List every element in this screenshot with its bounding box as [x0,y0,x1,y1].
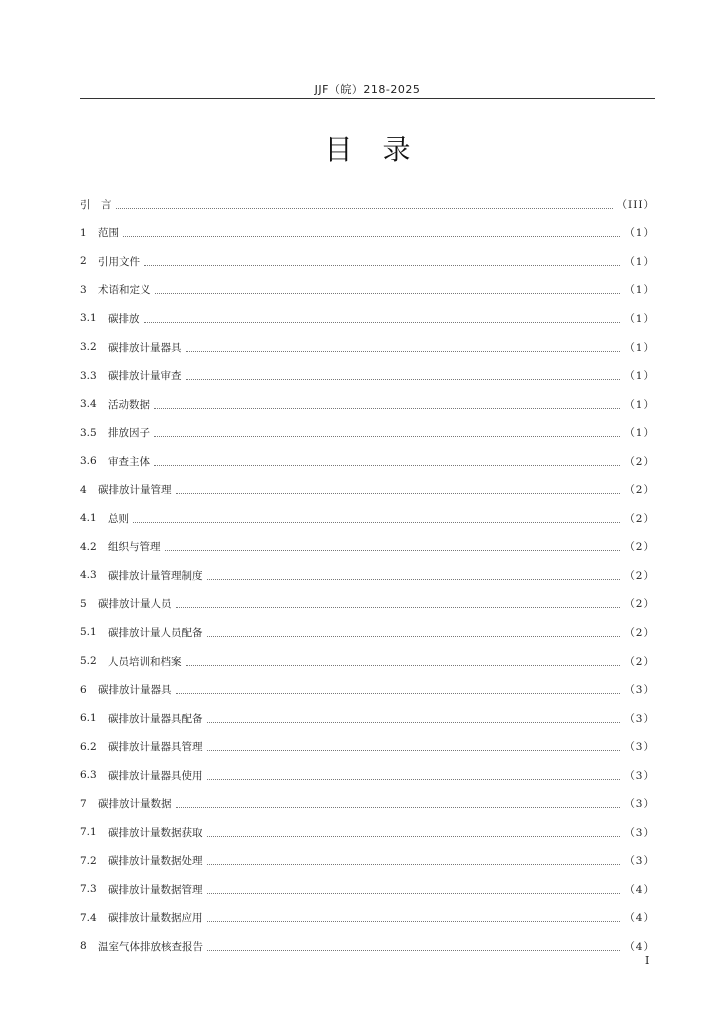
toc-entry-title: 活动数据 [108,398,150,411]
toc-entry-page: （2） [624,512,655,525]
toc-entry-page: （1） [624,427,655,440]
toc-entry[interactable] [80,618,655,647]
toc-entry[interactable] [80,361,655,390]
toc-entry-number: 3 [80,283,87,296]
dot-leader [144,322,621,323]
toc-entry-title: 组织与管理 [108,541,161,554]
toc-entry[interactable] [80,504,655,533]
page-number: I [645,954,650,967]
toc-entry[interactable] [80,675,655,704]
toc-entry-page: （1） [624,312,655,325]
dot-leader [207,864,621,865]
toc-entry[interactable] [80,789,655,818]
toc-entry-number: 7.1 [80,826,97,839]
toc-entry[interactable] [80,875,655,904]
toc-entry-number: 6.3 [80,769,97,782]
toc-entry-number: 6.2 [80,740,97,753]
toc-entry[interactable] [80,847,655,876]
toc-entry-title: 碳排放计量管理制度 [108,569,203,582]
dot-leader [123,236,620,237]
toc-entry-number: 3.2 [80,341,97,353]
toc-entry[interactable] [80,447,655,476]
toc-entry-page: （3） [624,855,655,868]
toc-entry-title: 碳排放计量人员配备 [108,626,203,639]
toc-entry-title: 碳排放计量器具配备 [108,712,203,725]
toc-entry-title: 审查主体 [108,455,150,468]
toc-entry-title: 碳排放计量器具 [98,684,172,697]
toc-entry-title: 碳排放计量人员 [98,598,172,611]
toc-entry-title: 人员培训和档案 [108,655,182,668]
toc-entry[interactable] [80,590,655,619]
toc-entry[interactable] [80,533,655,562]
toc-entry-title: 引用文件 [98,255,140,268]
toc-entry-number: 3.5 [80,426,97,439]
header-rule [80,98,655,99]
toc-entry-number: 5 [80,597,87,610]
toc-entry-page: （III） [616,198,655,211]
toc-entry-page: （1） [624,370,655,383]
dot-leader [154,465,620,466]
toc-entry[interactable] [80,647,655,676]
dot-leader [176,607,621,608]
toc-entry-title: 引 言 [80,198,112,211]
dot-leader [133,522,620,523]
running-header: JJF（皖）218-2025 [314,83,421,96]
toc-entry-page: （2） [624,626,655,639]
table-of-contents [80,190,655,961]
toc-entry-title: 范围 [98,227,119,240]
toc-entry-page: （1） [624,255,655,268]
dot-leader [186,665,621,666]
toc-entry-number: 2 [80,255,87,268]
toc-entry[interactable] [80,932,655,961]
toc-entry-page: （4） [624,940,655,953]
toc-entry-number: 4.3 [80,569,97,582]
toc-entry[interactable] [80,818,655,847]
dot-leader [116,208,613,209]
toc-entry-title: 碳排放计量器具 [108,341,182,354]
toc-entry-page: （1） [624,284,655,297]
dot-leader [176,693,621,694]
toc-entry-page: （2） [624,655,655,668]
toc-entry-number: 7.4 [80,911,97,924]
toc-entry[interactable] [80,732,655,761]
dot-leader [155,293,621,294]
toc-entry-number: 4.1 [80,512,97,525]
toc-entry-number: 5.1 [80,626,97,639]
toc-entry[interactable] [80,475,655,504]
toc-entry-number: 7.3 [80,883,97,896]
toc-entry-page: （3） [624,798,655,811]
toc-entry[interactable] [80,219,655,248]
toc-entry-number: 1 [80,226,87,239]
dot-leader [207,636,621,637]
toc-entry-number: 4.2 [80,540,97,553]
toc-entry[interactable] [80,333,655,362]
toc-entry-title: 碳排放计量管理 [98,484,172,497]
dot-leader [207,950,620,951]
toc-entry-page: （2） [624,569,655,582]
toc-entry-title: 碳排放计量器具管理 [108,741,203,754]
toc-entry-page: （1） [624,398,655,411]
toc-entry-page: （3） [624,684,655,697]
toc-entry-title: 碳排放计量数据 [98,798,172,811]
toc-entry[interactable] [80,761,655,790]
toc-entry[interactable] [80,418,655,447]
toc-entry-number: 3.3 [80,369,97,382]
toc-entry-page: （3） [624,712,655,725]
toc-entry-page: （2） [624,598,655,611]
toc-entry-page: （3） [624,769,655,782]
toc-entry-number: 7 [80,797,87,810]
toc-entry-number: 7.2 [80,854,97,867]
toc-entry-page: （1） [624,341,655,354]
toc-entry-title: 碳排放计量数据应用 [108,912,203,925]
toc-entry-page: （1） [624,227,655,240]
toc-entry-page: （2） [624,455,655,468]
page-title: 目录 [324,133,441,166]
toc-entry-page: （3） [624,741,655,754]
toc-entry-title: 碳排放计量审查 [108,370,182,383]
toc-entry-number: 3.4 [80,398,97,411]
dot-leader [144,265,620,266]
toc-entry-number: 8 [80,940,87,953]
toc-entry-number: 5.2 [80,655,97,668]
toc-entry-title: 碳排放计量数据获取 [108,826,203,839]
toc-entry-number: 6 [80,683,87,696]
toc-entry-number: 3.1 [80,312,97,325]
dot-leader [154,408,620,409]
toc-entry[interactable] [80,904,655,933]
dot-leader [207,579,621,580]
toc-entry-page: （4） [624,883,655,896]
toc-entry[interactable] [80,190,655,219]
dot-leader [154,436,620,437]
toc-entry[interactable] [80,304,655,333]
dot-leader [207,722,621,723]
toc-entry-page: （4） [624,912,655,925]
dot-leader [186,379,621,380]
toc-entry-title: 术语和定义 [98,284,151,297]
toc-entry-title: 温室气体排放核查报告 [98,940,203,953]
dot-leader [176,807,621,808]
toc-entry-title: 碳排放计量器具使用 [108,769,203,782]
toc-entry-title: 碳排放计量数据管理 [108,883,203,896]
toc-entry-title: 碳排放 [108,312,140,325]
toc-entry-title: 总则 [108,512,129,525]
toc-entry-number: 6.1 [80,712,97,725]
dot-leader [207,921,621,922]
dot-leader [207,836,621,837]
toc-entry-page: （2） [624,541,655,554]
toc-entry-title: 碳排放计量数据处理 [108,855,203,868]
dot-leader [207,750,621,751]
toc-entry-title: 排放因子 [108,427,150,440]
toc-entry[interactable] [80,704,655,733]
toc-entry[interactable] [80,390,655,419]
dot-leader [207,893,621,894]
toc-entry-page: （2） [624,484,655,497]
dot-leader [186,351,621,352]
dot-leader [207,779,621,780]
toc-entry-page: （3） [624,826,655,839]
dot-leader [165,550,621,551]
dot-leader [176,493,621,494]
toc-entry[interactable] [80,276,655,305]
toc-entry-number: 3.6 [80,455,97,468]
toc-entry[interactable] [80,247,655,276]
toc-entry[interactable] [80,561,655,590]
toc-entry-number: 4 [80,483,87,496]
